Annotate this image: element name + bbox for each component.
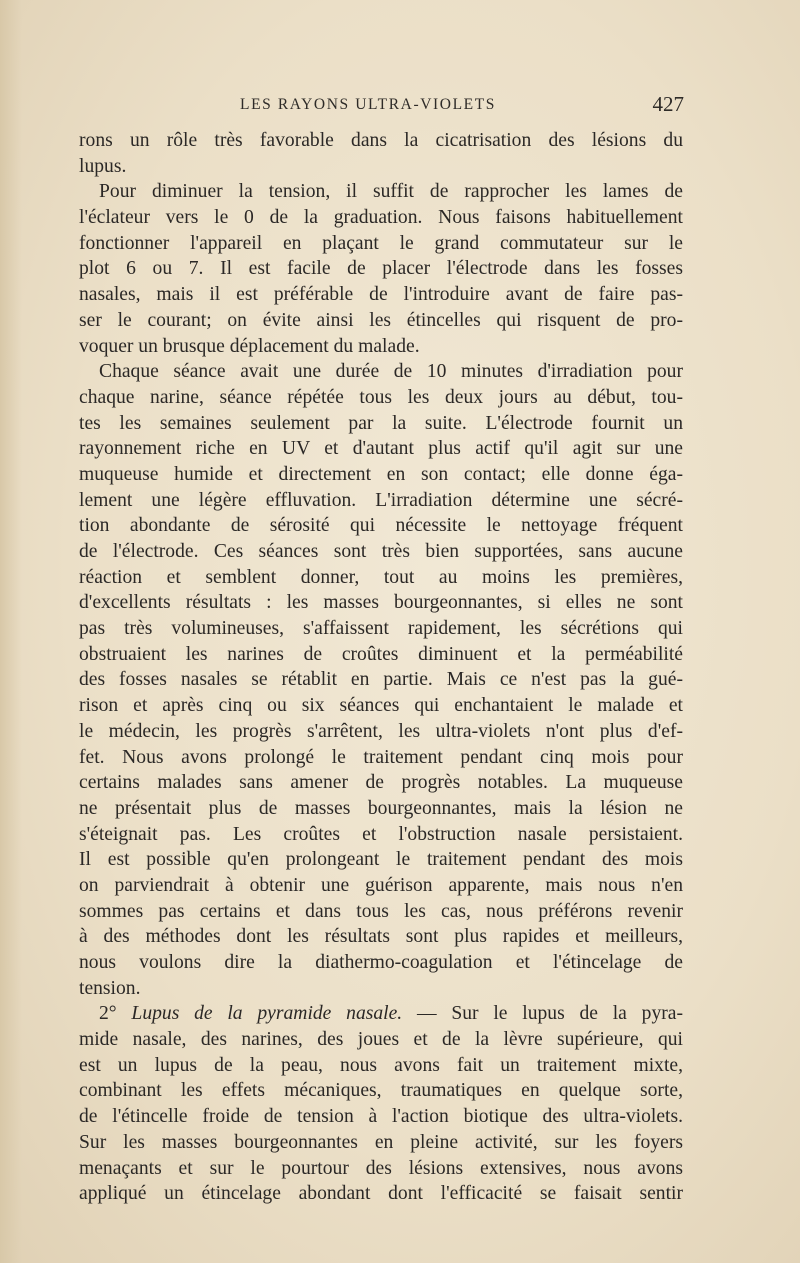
- text-line: ne présentait plus de masses bourgeonnantes, mais la lésion ne: [79, 797, 683, 819]
- text-line: plot 6 ou 7. Il est facile de placer l'électrode dans les fosses: [79, 258, 683, 280]
- section-heading-line: [79, 1001, 683, 1027]
- section-first-line-rest: — Sur le lupus de la pyra-: [402, 1003, 683, 1025]
- text-line: des fosses nasales se rétablit en partie. Mais ce n'est pas la gué-: [79, 669, 683, 691]
- page-number: 427: [652, 92, 684, 116]
- text-line: est un lupus de la peau, nous avons fait un traitement mixte,: [79, 1054, 683, 1076]
- text-line: voquer un brusque déplacement du malade.: [79, 335, 420, 357]
- text-line: d'excellents résultats : les masses bourgeonnantes, si elles ne sont: [79, 592, 683, 614]
- text-line: sommes pas certains et dans tous les cas, nous préférons revenir: [79, 900, 683, 922]
- text-line: à des méthodes dont les résultats sont plus rapides et meilleurs,: [79, 926, 683, 948]
- section-title: Lupus de la pyramide nasale.: [131, 1003, 403, 1025]
- text-line: pas très volumineuses, s'affaissent rapidement, les sécrétions qui: [79, 618, 683, 640]
- text-line: chaque narine, séance répétée tous les deux jours au début, tou-: [79, 386, 683, 408]
- text-line: certains malades sans amener de progrès notables. La muqueuse: [79, 772, 683, 794]
- text-line: tes les semaines seulement par la suite. L'électrode fournit un: [79, 412, 683, 434]
- text-line: rayonnement riche en UV et d'autant plus actif qu'il agit sur une: [79, 438, 683, 460]
- page-header: [240, 92, 684, 122]
- text-line: de l'électrode. Ces séances sont très bien supportées, sans aucune: [79, 541, 683, 562]
- text-line: Chaque séance avait une durée de 10 minutes d'irradiation pour: [99, 361, 683, 383]
- text-line: rons un rôle très favorable dans la cicatrisation des lésions du: [79, 130, 683, 151]
- text-line: ser le courant; on évite ainsi les étincelles qui risquent de pro-: [79, 309, 683, 331]
- text-line: fonctionner l'appareil en plaçant le grand commutateur sur le: [79, 232, 683, 254]
- text-line: nous voulons dire la diathermo-coagulation et l'étincelage de: [79, 952, 683, 973]
- text-line: lement une légère effluvation. L'irradiation détermine une sécré-: [79, 489, 683, 511]
- text-line: menaçants et sur le pourtour des lésions extensives, nous avons: [79, 1157, 683, 1179]
- text-line: combinant les effets mécaniques, traumatiques en quelque sorte,: [79, 1080, 683, 1102]
- section-number: 2°: [99, 1003, 117, 1025]
- text-line: tension.: [79, 977, 141, 999]
- text-line: Sur les masses bourgeonnantes en pleine activité, sur les foyers: [79, 1131, 683, 1153]
- text-line: obstruaient les narines de croûtes diminuent et la perméabilité: [79, 643, 683, 665]
- text-line: le médecin, les progrès s'arrêtent, les ultra-violets n'ont plus d'ef-: [79, 720, 683, 742]
- text-line: Pour diminuer la tension, il suffit de rapprocher les lames de: [99, 181, 683, 203]
- text-line: on parviendrait à obtenir une guérison apparente, mais nous n'en: [79, 874, 683, 896]
- text-line: muqueuse humide et directement en son contact; elle donne éga-: [79, 463, 683, 485]
- text-line: nasales, mais il est préférable de l'introduire avant de faire pas-: [79, 284, 683, 306]
- text-line: mide nasale, des narines, des joues et de la lèvre supérieure, qui: [79, 1029, 683, 1051]
- text-line: appliqué un étincelage abondant dont l'efficacité se faisait sentir: [79, 1183, 683, 1205]
- running-title: LES RAYONS ULTRA-VIOLETS: [240, 96, 496, 113]
- text-line: l'éclateur vers le 0 de la graduation. Nous faisons habituellement: [79, 207, 683, 229]
- text-line: fet. Nous avons prolongé le traitement pendant cinq mois pour: [79, 746, 683, 768]
- text-line: s'éteignait pas. Les croûtes et l'obstruction nasale persistaient.: [79, 823, 683, 845]
- text-line: réaction et semblent donner, tout au moins les premières,: [79, 566, 683, 588]
- body-text: [79, 128, 683, 1207]
- text-line: tion abondante de sérosité qui nécessite le nettoyage fréquent: [79, 515, 683, 537]
- text-line: de l'étincelle froide de tension à l'action biotique des ultra-violets.: [79, 1106, 683, 1128]
- text-line: Il est possible qu'en prolongeant le traitement pendant des mois: [79, 849, 683, 871]
- text-line: lupus.: [79, 155, 127, 177]
- text-line: rison et après cinq ou six séances qui enchantaient le malade et: [79, 695, 683, 717]
